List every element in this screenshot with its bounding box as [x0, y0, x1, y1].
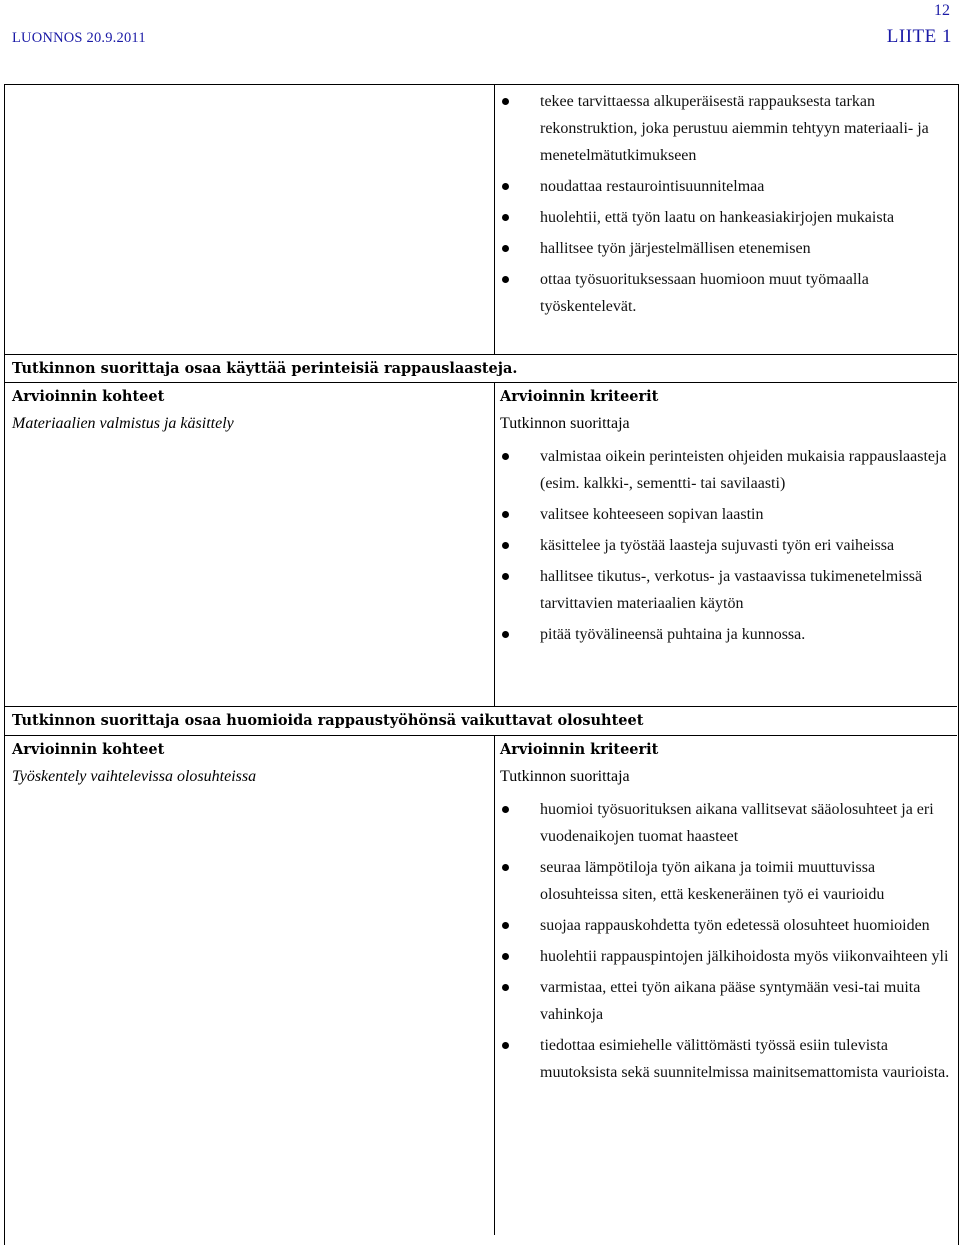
bullet-icon [502, 98, 509, 105]
column-divider [494, 382, 495, 706]
column-header-targets: Arvioinnin kohteet [12, 741, 165, 758]
bullet-icon [502, 245, 509, 252]
list-item: varmistaa, ettei työn aikana pääse syntymään vesi-tai muita vahinkoja [498, 974, 953, 1028]
column-divider [494, 84, 495, 354]
bullet-icon [502, 453, 509, 460]
criteria-intro: Tutkinnon suorittaja [500, 768, 630, 785]
section-heading: Tutkinnon suorittaja osaa käyttää perinteisiä rappauslaasteja. [12, 360, 518, 377]
bullet-icon [502, 864, 509, 871]
bullet-icon [502, 573, 509, 580]
appendix-label: LIITE 1 [886, 26, 952, 47]
list-item: tekee tarvittaessa alkuperäisestä rappauksesta tarkan rekonstruktion, joka perustuu aiemmin tehtyyn materiaali- ja menetelmätutkimukseen [498, 88, 953, 169]
list-item: seuraa lämpötiloja työn aikana ja toimii muuttuvissa olosuhteissa siten, että keskeneräinen työ ei vaurioidu [498, 854, 953, 908]
criteria-list-continued [498, 88, 953, 324]
list-item: suojaa rappauskohdetta työn edetessä olosuhteet huomioiden [498, 912, 953, 939]
bullet-icon [502, 542, 509, 549]
criteria-list [498, 796, 953, 1090]
bullet-icon [502, 631, 509, 638]
bullet-icon [502, 806, 509, 813]
assessment-target: Materiaalien valmistus ja käsittely [12, 415, 234, 432]
bullet-icon [502, 183, 509, 190]
list-item: noudattaa restaurointisuunnitelmaa [498, 173, 953, 200]
bullet-icon [502, 511, 509, 518]
column-header-targets: Arvioinnin kohteet [12, 388, 165, 405]
bullet-icon [502, 214, 509, 221]
list-item: pitää työvälineensä puhtaina ja kunnossa. [498, 621, 953, 648]
draft-label: LUONNOS 20.9.2011 [12, 30, 146, 46]
criteria-intro: Tutkinnon suorittaja [500, 415, 630, 432]
bullet-icon [502, 922, 509, 929]
column-header-criteria: Arvioinnin kriteerit [500, 388, 659, 405]
page-number: 12 [934, 2, 950, 19]
bullet-icon [502, 1042, 509, 1049]
bullet-icon [502, 984, 509, 991]
section-heading: Tutkinnon suorittaja osaa huomioida rappaustyöhönsä vaikuttavat olosuhteet [12, 712, 644, 729]
list-item: käsittelee ja työstää laasteja sujuvasti työn eri vaiheissa [498, 532, 953, 559]
list-item: hallitsee tikutus-, verkotus- ja vastaavissa tukimenetelmissä tarvittavien materiaalien käytön [498, 563, 953, 617]
list-item: huolehtii rappauspintojen jälkihoidosta myös viikonvaihteen yli [498, 943, 953, 970]
list-item: hallitsee työn järjestelmällisen etenemisen [498, 235, 953, 262]
criteria-list [498, 443, 953, 652]
bullet-icon [502, 276, 509, 283]
list-item: huomioi työsuorituksen aikana vallitsevat sääolosuhteet ja eri vuodenaikojen tuomat haasteet [498, 796, 953, 850]
bullet-icon [502, 953, 509, 960]
column-header-criteria: Arvioinnin kriteerit [500, 741, 659, 758]
column-divider [494, 735, 495, 1235]
assessment-target: Työskentely vaihtelevissa olosuhteissa [12, 768, 257, 785]
list-item: valitsee kohteeseen sopivan laastin [498, 501, 953, 528]
list-item: ottaa työsuorituksessaan huomioon muut työmaalla työskentelevät. [498, 266, 953, 320]
list-item: valmistaa oikein perinteisten ohjeiden mukaisia rappauslaasteja (esim. kalkki-, sementti- tai savilaasti) [498, 443, 953, 497]
list-item: huolehtii, että työn laatu on hankeasiakirjojen mukaista [498, 204, 953, 231]
list-item: tiedottaa esimiehelle välittömästi työssä esiin tulevista muutoksista sekä suunnitelmissa mainitsemattomista vaurioista. [498, 1032, 953, 1086]
